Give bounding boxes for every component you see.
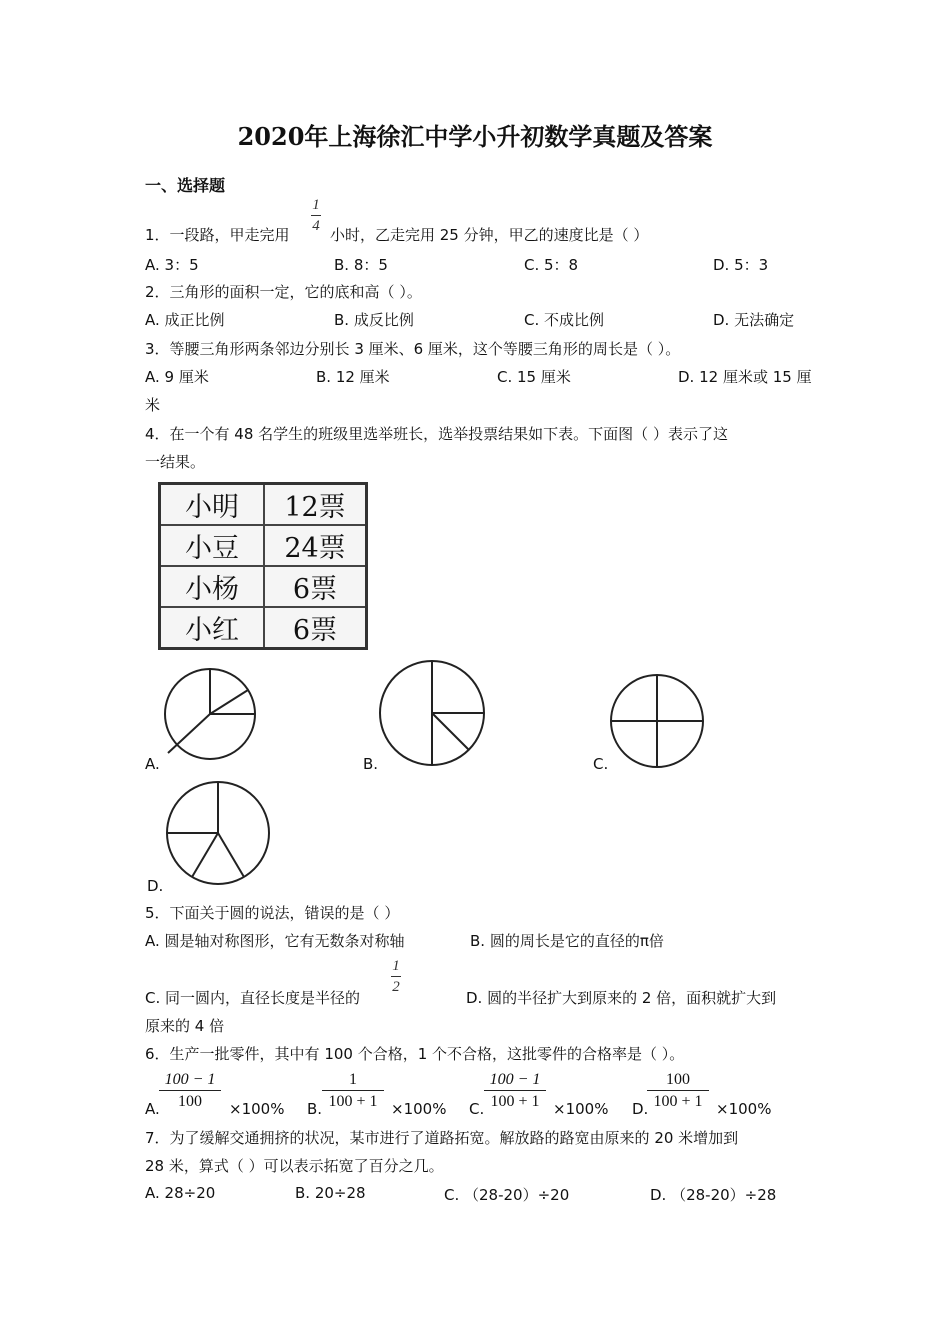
q2-option-c: C. 不成比例 <box>524 311 605 329</box>
q6-option-a-suffix: ×100% <box>229 1100 285 1118</box>
pie-option-d <box>163 780 273 888</box>
q6-option-a-label: A. <box>145 1100 160 1118</box>
q5-fraction <box>391 957 401 996</box>
candidate-name: 小红 <box>160 607 265 649</box>
q3-option-c: C. 15 厘米 <box>497 368 571 386</box>
q6-option-d-label: D. <box>632 1100 649 1118</box>
candidate-name: 小明 <box>160 484 265 526</box>
q5-frac-bar <box>391 976 401 977</box>
pie-c-label: C. <box>593 755 609 773</box>
q6-option-d-fraction <box>647 1070 709 1113</box>
q1-frac-bar <box>311 215 321 216</box>
candidate-name: 小豆 <box>160 525 265 566</box>
pie-option-b <box>378 659 488 769</box>
q3-option-b: B. 12 厘米 <box>316 368 390 386</box>
q5-option-b: B. 圆的周长是它的直径的π倍 <box>470 932 664 950</box>
page-title: 2020年上海徐汇中学小升初数学真题及答案 <box>237 122 713 151</box>
q6-option-c-suffix: ×100% <box>553 1100 609 1118</box>
candidate-votes: 6票 <box>264 607 367 649</box>
vote-table <box>158 482 368 650</box>
q1-option-a: A. 3：5 <box>145 256 199 274</box>
q5-frac-num: 1 <box>392 958 400 974</box>
q1-stem-start: 1．一段路，甲走完用 <box>145 226 290 244</box>
frac-den: 100 + 1 <box>653 1093 703 1110</box>
table-row <box>160 607 367 649</box>
q3-option-d: D. 12 厘米或 15 厘 <box>678 368 812 386</box>
table-row <box>160 525 367 566</box>
q7-option-d: D. （28-20）÷28 <box>650 1186 777 1204</box>
frac-den: 100 <box>178 1093 202 1110</box>
q1-option-b: B. 8：5 <box>334 256 388 274</box>
q3-stem: 3．等腰三角形两条邻边分别长 3 厘米、6 厘米，这个等腰三角形的周长是（ ）。 <box>145 340 681 358</box>
q6-option-b-label: B. <box>307 1100 323 1118</box>
q6-option-d-suffix: ×100% <box>716 1100 772 1118</box>
q6-option-b-suffix: ×100% <box>391 1100 447 1118</box>
q3-option-d-wrap: 米 <box>145 396 161 414</box>
q5-option-d: D. 圆的半径扩大到原来的 2 倍，面积就扩大到 <box>466 989 777 1007</box>
q7-stem-line2: 28 米，算式（ ）可以表示拓宽了百分之几。 <box>145 1157 444 1175</box>
q7-option-b: B. 20÷28 <box>295 1184 366 1202</box>
frac-den: 100 + 1 <box>328 1093 378 1110</box>
q5-option-d-wrap: 原来的 4 倍 <box>145 1017 225 1035</box>
q7-option-c: C. （28-20）÷20 <box>444 1186 570 1204</box>
pie-a-label: A. <box>145 755 160 773</box>
table-row <box>160 484 367 526</box>
candidate-name: 小杨 <box>160 566 265 607</box>
q4-stem-line2: 一结果。 <box>145 453 206 471</box>
q6-option-b-fraction <box>322 1070 384 1113</box>
candidate-votes: 24票 <box>264 525 367 566</box>
frac-num: 100 − 1 <box>489 1071 541 1088</box>
q6-option-c-fraction <box>484 1070 546 1113</box>
q5-frac-den: 2 <box>392 979 400 995</box>
table-row <box>160 566 367 607</box>
frac-den: 100 + 1 <box>490 1093 540 1110</box>
pie-b-label: B. <box>363 755 379 773</box>
q2-option-a: A. 成正比例 <box>145 311 225 329</box>
q6-option-c-label: C. <box>469 1100 485 1118</box>
q7-option-a: A. 28÷20 <box>145 1184 216 1202</box>
q5-option-a: A. 圆是轴对称图形，它有无数条对称轴 <box>145 932 405 950</box>
q1-option-c: C. 5：8 <box>524 256 579 274</box>
pie-option-c <box>608 672 706 770</box>
frac-num: 1 <box>349 1071 357 1088</box>
q1-stem-end: 小时，乙走完用 25 分钟，甲乙的速度比是（ ） <box>330 226 649 244</box>
candidate-votes: 6票 <box>264 566 367 607</box>
section-heading: 一、选择题 <box>145 176 226 195</box>
frac-num: 100 <box>666 1071 690 1088</box>
q2-stem: 2．三角形的面积一定，它的底和高（ ）。 <box>145 283 422 301</box>
q1-option-d: D. 5：3 <box>713 256 769 274</box>
q1-frac-den: 4 <box>312 218 320 234</box>
q2-option-b: B. 成反比例 <box>334 311 414 329</box>
q3-option-a: A. 9 厘米 <box>145 368 209 386</box>
pie-option-a <box>160 666 260 762</box>
frac-num: 100 − 1 <box>164 1071 216 1088</box>
q1-frac-num: 1 <box>312 197 320 213</box>
candidate-votes: 12票 <box>264 484 367 526</box>
q7-stem-line1: 7．为了缓解交通拥挤的状况，某市进行了道路拓宽。解放路的路宽由原来的 20 米增加到 <box>145 1129 739 1147</box>
q5-option-c: C. 同一圆内，直径长度是半径的 <box>145 989 361 1007</box>
q6-option-a-fraction <box>159 1070 221 1113</box>
q1-fraction <box>311 196 321 235</box>
q2-option-d: D. 无法确定 <box>713 311 795 329</box>
q5-stem: 5．下面关于圆的说法，错误的是（ ） <box>145 904 400 922</box>
pie-d-label: D. <box>147 877 164 895</box>
q6-stem: 6．生产一批零件，其中有 100 个合格，1 个不合格，这批零件的合格率是（ ）。 <box>145 1045 685 1063</box>
q4-stem-line1: 4．在一个有 48 名学生的班级里选举班长，选举投票结果如下表。下面图（ ）表示了这 <box>145 425 728 443</box>
